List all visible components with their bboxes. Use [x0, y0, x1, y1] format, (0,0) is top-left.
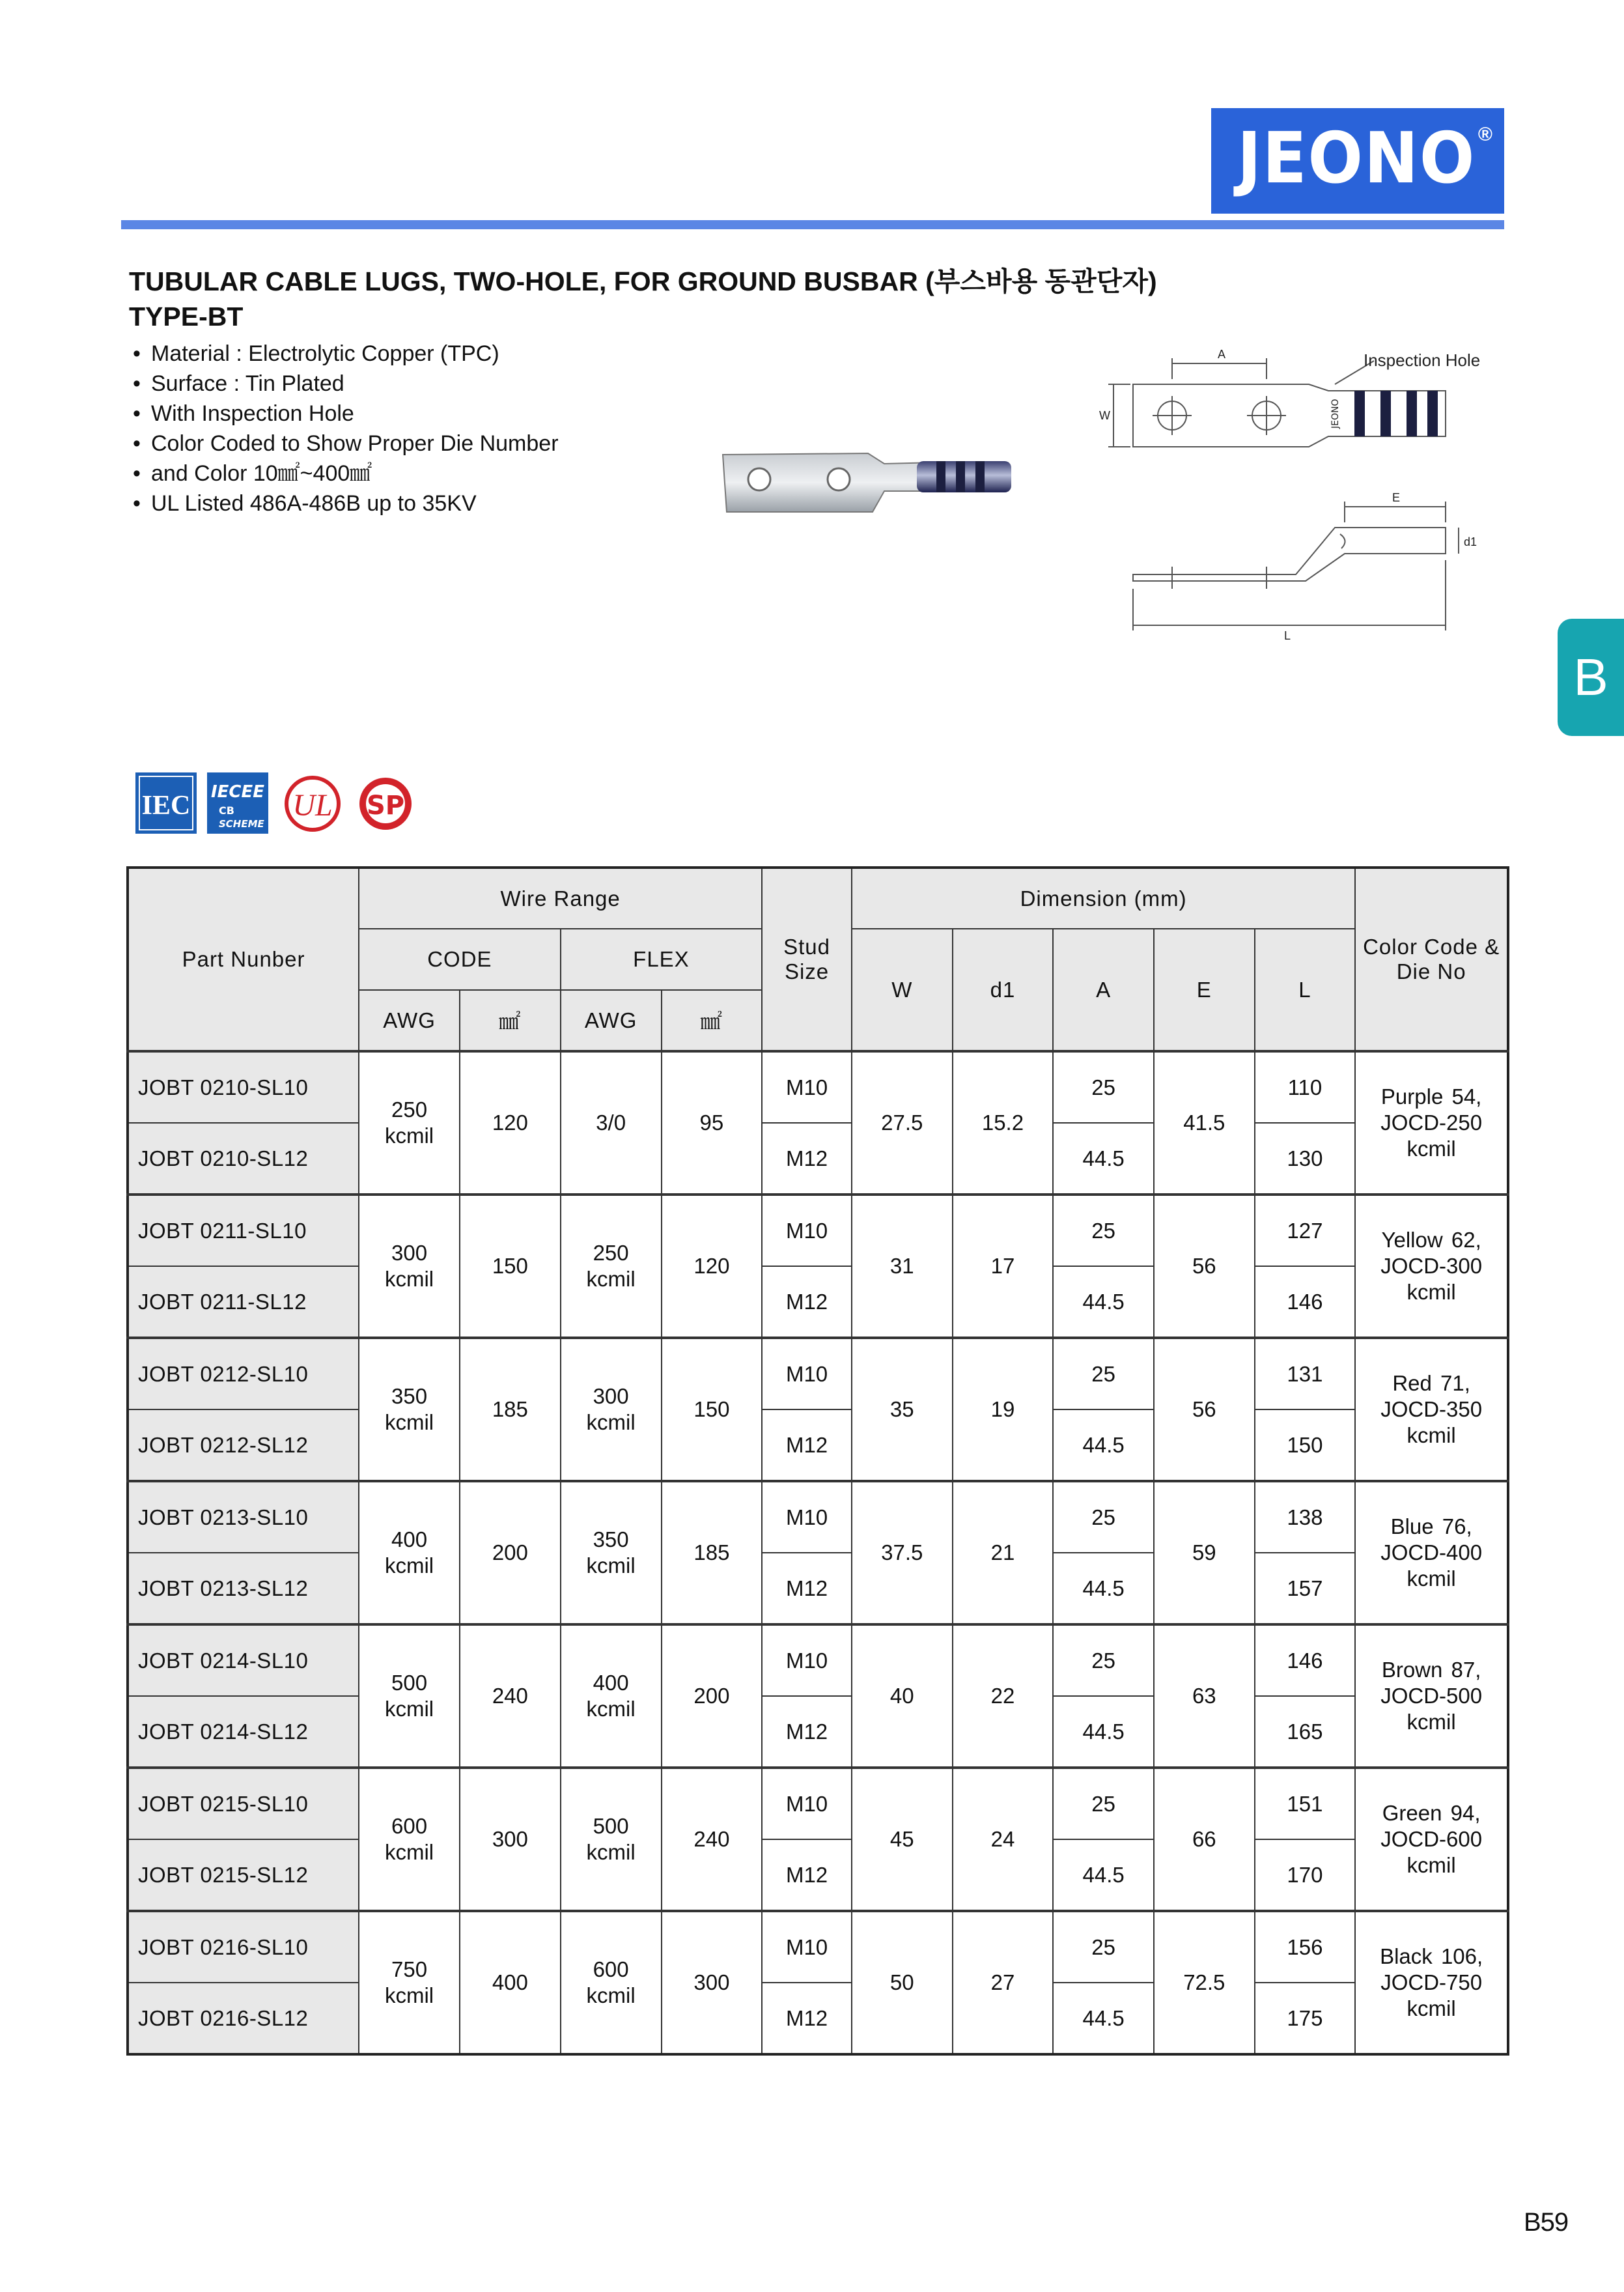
spec-table-body	[128, 1051, 1508, 2054]
w-cell: 45	[852, 1768, 953, 1911]
lug-mark-text: JEONO	[1330, 399, 1341, 429]
w-cell: 27.5	[852, 1051, 953, 1195]
registered-mark: ®	[1477, 124, 1492, 145]
w-cell: 40	[852, 1624, 953, 1768]
flex-mm2-cell: 240	[662, 1768, 763, 1911]
dim-label-l: L	[1284, 629, 1291, 642]
table-row	[128, 1624, 1508, 1696]
brand-name: JEONO	[1237, 118, 1476, 199]
header-code-awg: AWG	[359, 990, 460, 1051]
l-cell: 130	[1255, 1123, 1356, 1195]
stud-size-cell: M12	[762, 1983, 852, 2054]
part-number-cell: JOBT 0213-SL10	[128, 1481, 359, 1553]
stud-size-cell: M10	[762, 1338, 852, 1409]
code-awg-cell: 500 kcmil	[359, 1624, 460, 1768]
a-cell: 25	[1053, 1051, 1154, 1123]
feature-item: • Material : Electrolytic Copper (TPC)	[133, 339, 559, 369]
part-number-cell: JOBT 0215-SL12	[128, 1839, 359, 1911]
a-cell: 44.5	[1053, 1266, 1154, 1338]
code-awg-cell: 350 kcmil	[359, 1338, 460, 1481]
header-stud-size: Stud Size	[762, 868, 852, 1051]
flex-awg-cell: 500 kcmil	[561, 1768, 662, 1911]
d1-cell: 21	[953, 1481, 1054, 1624]
header-w: W	[852, 929, 953, 1051]
l-cell: 157	[1255, 1553, 1356, 1624]
brand-logo	[1211, 108, 1504, 214]
stud-size-cell: M12	[762, 1696, 852, 1768]
a-cell: 44.5	[1053, 1839, 1154, 1911]
table-row	[128, 1983, 1508, 2054]
d1-cell: 17	[953, 1195, 1054, 1338]
svg-text:CB: CB	[219, 804, 234, 817]
l-cell: 127	[1255, 1195, 1356, 1266]
stud-size-cell: M10	[762, 1624, 852, 1696]
stud-size-cell: M10	[762, 1051, 852, 1123]
d1-cell: 15.2	[953, 1051, 1054, 1195]
header-flex: FLEX	[561, 929, 763, 990]
section-tab: B	[1558, 619, 1624, 736]
a-cell: 44.5	[1053, 1123, 1154, 1195]
a-cell: 25	[1053, 1624, 1154, 1696]
stud-size-cell: M12	[762, 1123, 852, 1195]
part-number-cell: JOBT 0212-SL10	[128, 1338, 359, 1409]
flex-awg-cell: 3/0	[561, 1051, 662, 1195]
code-awg-cell: 400 kcmil	[359, 1481, 460, 1624]
l-cell: 110	[1255, 1051, 1356, 1123]
flex-mm2-cell: 200	[662, 1624, 763, 1768]
color-code-cell: Red 71, JOCD-350 kcmil	[1355, 1338, 1508, 1481]
part-number-cell: JOBT 0211-SL10	[128, 1195, 359, 1266]
code-awg-cell: 600 kcmil	[359, 1768, 460, 1911]
d1-cell: 22	[953, 1624, 1054, 1768]
e-cell: 66	[1154, 1768, 1255, 1911]
code-mm2-cell: 200	[460, 1481, 561, 1624]
code-awg-cell: 250 kcmil	[359, 1051, 460, 1195]
code-mm2-cell: 150	[460, 1195, 561, 1338]
e-cell: 63	[1154, 1624, 1255, 1768]
code-mm2-cell: 120	[460, 1051, 561, 1195]
header-a: A	[1053, 929, 1154, 1051]
header-flex-awg: AWG	[561, 990, 662, 1051]
l-cell: 156	[1255, 1911, 1356, 1983]
w-cell: 35	[852, 1338, 953, 1481]
flex-mm2-cell: 150	[662, 1338, 763, 1481]
header-code: CODE	[359, 929, 561, 990]
stud-size-cell: M10	[762, 1911, 852, 1983]
part-number-cell: JOBT 0212-SL12	[128, 1409, 359, 1481]
header-rule	[121, 220, 1504, 229]
svg-text:SP: SP	[366, 791, 405, 821]
l-cell: 151	[1255, 1768, 1356, 1839]
spec-table	[126, 866, 1509, 2056]
color-code-cell: Blue 76, JOCD-400 kcmil	[1355, 1481, 1508, 1624]
table-row	[128, 1409, 1508, 1481]
stud-size-cell: M12	[762, 1266, 852, 1338]
dim-label-d1: d1	[1464, 535, 1477, 548]
l-cell: 146	[1255, 1624, 1356, 1696]
e-cell: 56	[1154, 1338, 1255, 1481]
table-row	[128, 1195, 1508, 1266]
l-cell: 138	[1255, 1481, 1356, 1553]
a-cell: 44.5	[1053, 1696, 1154, 1768]
header-code-mm2: ㎟	[460, 990, 561, 1051]
w-cell: 50	[852, 1911, 953, 2054]
table-row	[128, 1553, 1508, 1624]
flex-mm2-cell: 185	[662, 1481, 763, 1624]
page-number: B59	[1524, 2208, 1569, 2237]
header-l: L	[1255, 929, 1356, 1051]
feature-item-continued: • and Color 10㎟~400㎟	[133, 459, 559, 488]
e-cell: 59	[1154, 1481, 1255, 1624]
flex-awg-cell: 400 kcmil	[561, 1624, 662, 1768]
svg-text:UL: UL	[292, 788, 333, 823]
a-cell: 25	[1053, 1481, 1154, 1553]
code-mm2-cell: 400	[460, 1911, 561, 2054]
l-cell: 165	[1255, 1696, 1356, 1768]
w-cell: 31	[852, 1195, 953, 1338]
flex-mm2-cell: 300	[662, 1911, 763, 2054]
dim-label-w: W	[1099, 409, 1110, 422]
svg-text:IECEE: IECEE	[210, 782, 265, 802]
feature-item: • UL Listed 486A-486B up to 35KV	[133, 488, 559, 518]
stud-size-cell: M12	[762, 1409, 852, 1481]
l-cell: 175	[1255, 1983, 1356, 2054]
e-cell: 72.5	[1154, 1911, 1255, 2054]
d1-cell: 27	[953, 1911, 1054, 2054]
a-cell: 25	[1053, 1338, 1154, 1409]
feature-item: • Surface : Tin Plated	[133, 369, 559, 399]
header-dimension: Dimension (mm)	[852, 868, 1355, 929]
feature-item: • With Inspection Hole	[133, 399, 559, 429]
table-row	[128, 1123, 1508, 1195]
e-cell: 41.5	[1154, 1051, 1255, 1195]
l-cell: 131	[1255, 1338, 1356, 1409]
d1-cell: 19	[953, 1338, 1054, 1481]
svg-text:SCHEME: SCHEME	[219, 818, 264, 830]
stud-size-cell: M10	[762, 1195, 852, 1266]
a-cell: 25	[1053, 1195, 1154, 1266]
inspection-hole-label: Inspection Hole	[1364, 350, 1481, 370]
table-row	[128, 1839, 1508, 1911]
certification-logos	[135, 770, 422, 835]
flex-awg-cell: 250 kcmil	[561, 1195, 662, 1338]
stud-size-cell: M10	[762, 1768, 852, 1839]
table-row	[128, 1266, 1508, 1338]
header-d1: d1	[953, 929, 1054, 1051]
flex-awg-cell: 600 kcmil	[561, 1911, 662, 2054]
iec-logo	[135, 772, 197, 834]
svg-text:IEC: IEC	[141, 791, 191, 821]
dim-label-a: A	[1218, 348, 1226, 361]
part-number-cell: JOBT 0211-SL12	[128, 1266, 359, 1338]
table-row	[128, 1338, 1508, 1409]
table-row	[128, 1768, 1508, 1839]
part-number-cell: JOBT 0215-SL10	[128, 1768, 359, 1839]
stud-size-cell: M12	[762, 1553, 852, 1624]
product-photo	[721, 449, 1015, 515]
a-cell: 44.5	[1053, 1409, 1154, 1481]
type-title: TYPE-BT	[129, 302, 244, 332]
part-number-cell: JOBT 0216-SL10	[128, 1911, 359, 1983]
l-cell: 146	[1255, 1266, 1356, 1338]
color-code-cell: Brown 87, JOCD-500 kcmil	[1355, 1624, 1508, 1768]
a-cell: 25	[1053, 1911, 1154, 1983]
color-code-cell: Yellow 62, JOCD-300 kcmil	[1355, 1195, 1508, 1338]
color-code-cell: Black 106, JOCD-750 kcmil	[1355, 1911, 1508, 2054]
ul-logo	[287, 778, 339, 830]
technical-drawing	[1094, 339, 1498, 645]
a-cell: 44.5	[1053, 1553, 1154, 1624]
part-number-cell: JOBT 0214-SL10	[128, 1624, 359, 1696]
feature-item: • Color Coded to Show Proper Die Number	[133, 429, 559, 459]
l-cell: 150	[1255, 1409, 1356, 1481]
a-cell: 44.5	[1053, 1983, 1154, 2054]
part-number-cell: JOBT 0214-SL12	[128, 1696, 359, 1768]
code-mm2-cell: 185	[460, 1338, 561, 1481]
flex-awg-cell: 300 kcmil	[561, 1338, 662, 1481]
header-flex-mm2: ㎟	[662, 990, 763, 1051]
code-mm2-cell: 300	[460, 1768, 561, 1911]
stud-size-cell: M12	[762, 1839, 852, 1911]
flex-mm2-cell: 120	[662, 1195, 763, 1338]
color-code-cell: Purple 54, JOCD-250 kcmil	[1355, 1051, 1508, 1195]
header-color-code: Color Code & Die No	[1355, 868, 1508, 1051]
part-number-cell: JOBT 0210-SL12	[128, 1123, 359, 1195]
part-number-cell: JOBT 0210-SL10	[128, 1051, 359, 1123]
header-wire-range: Wire Range	[359, 868, 762, 929]
header-part-number: Part Nunber	[128, 868, 359, 1051]
code-awg-cell: 300 kcmil	[359, 1195, 460, 1338]
csa-logo	[359, 778, 412, 830]
e-cell: 56	[1154, 1195, 1255, 1338]
stud-size-cell: M10	[762, 1481, 852, 1553]
a-cell: 25	[1053, 1768, 1154, 1839]
flex-awg-cell: 350 kcmil	[561, 1481, 662, 1624]
table-row	[128, 1911, 1508, 1983]
table-row	[128, 1696, 1508, 1768]
header-e: E	[1154, 929, 1255, 1051]
part-number-cell: JOBT 0213-SL12	[128, 1553, 359, 1624]
code-awg-cell: 750 kcmil	[359, 1911, 460, 2054]
part-number-cell: JOBT 0216-SL12	[128, 1983, 359, 2054]
dim-label-e: E	[1392, 491, 1401, 504]
w-cell: 37.5	[852, 1481, 953, 1624]
code-mm2-cell: 240	[460, 1624, 561, 1768]
table-row	[128, 1481, 1508, 1553]
page-title: TUBULAR CABLE LUGS, TWO-HOLE, FOR GROUND BUSBAR (부스바용 동관단자)	[129, 266, 1157, 296]
d1-cell: 24	[953, 1768, 1054, 1911]
feature-list	[133, 339, 559, 518]
iecee-cb-logo	[207, 772, 268, 834]
flex-mm2-cell: 95	[662, 1051, 763, 1195]
color-code-cell: Green 94, JOCD-600 kcmil	[1355, 1768, 1508, 1911]
l-cell: 170	[1255, 1839, 1356, 1911]
table-row	[128, 1051, 1508, 1123]
